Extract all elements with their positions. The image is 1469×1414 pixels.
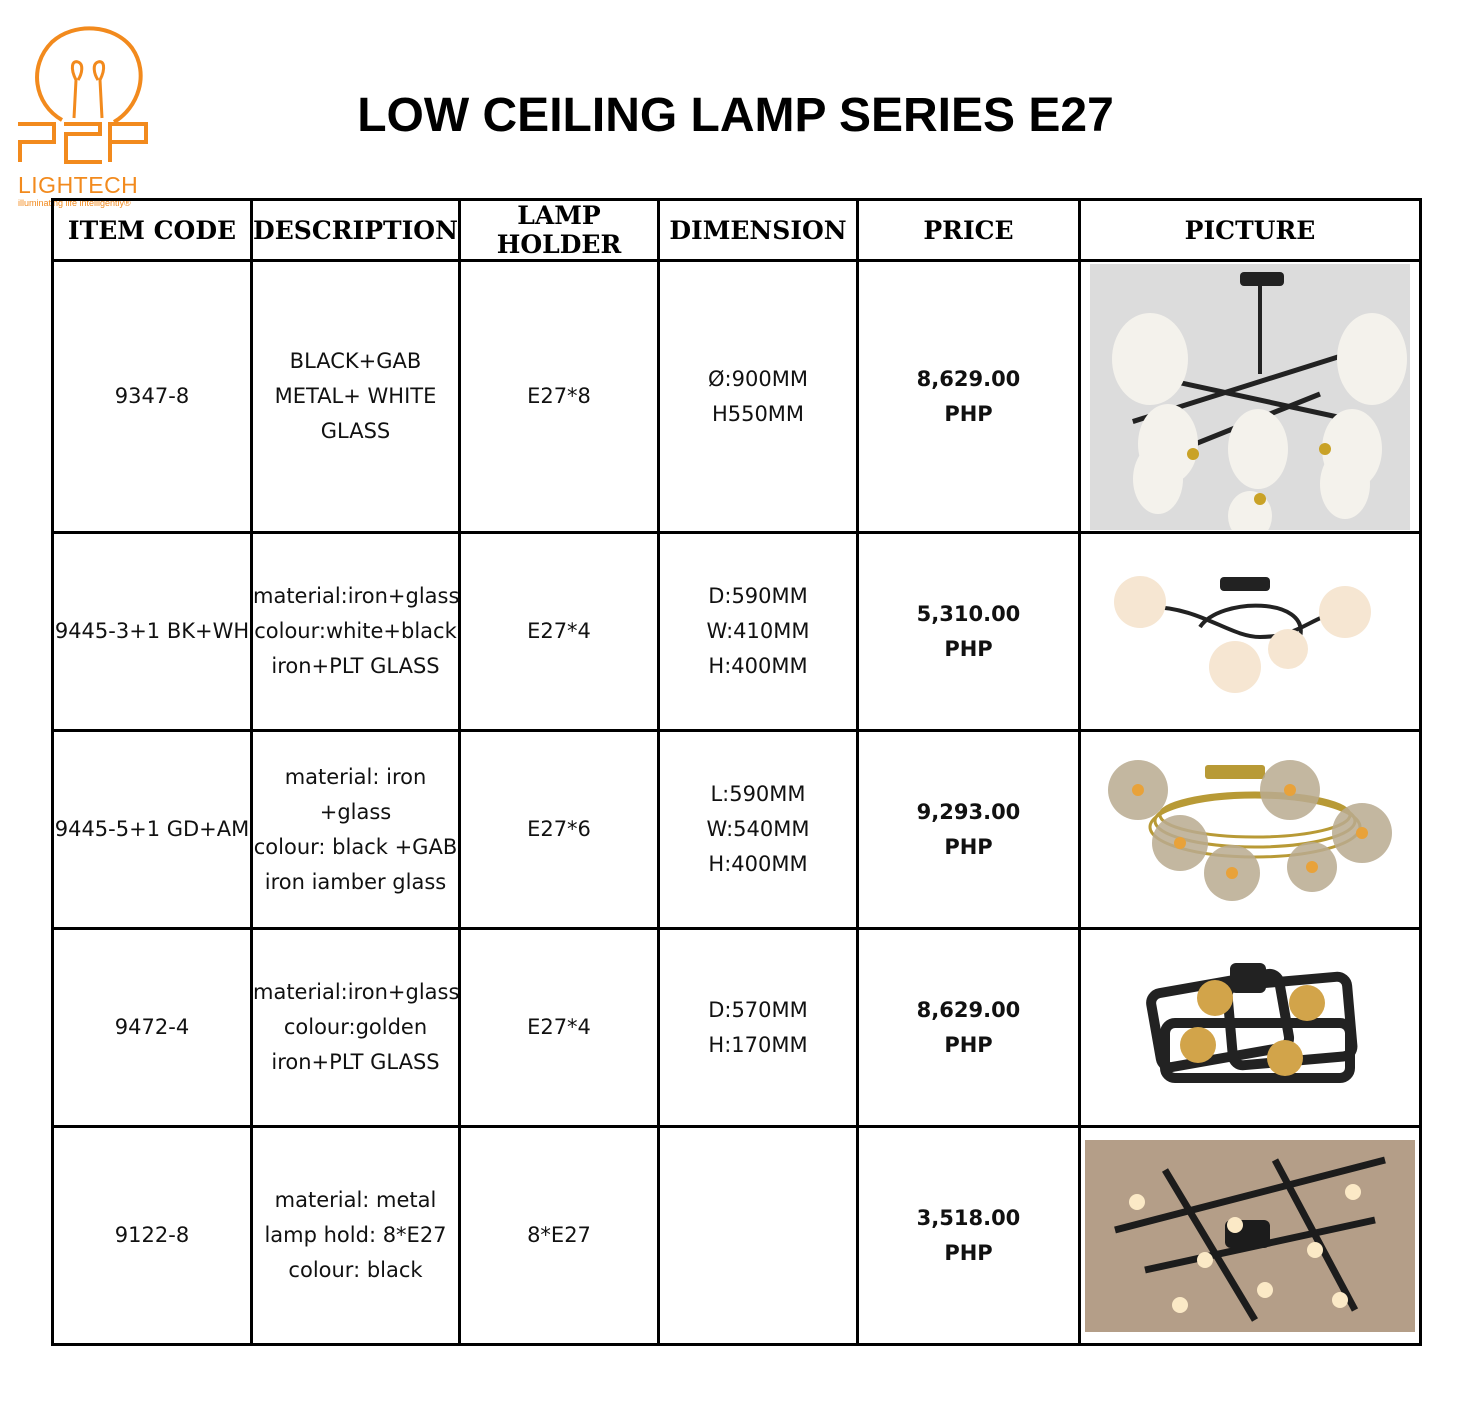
item-code: 9347-8 — [53, 261, 252, 533]
dimension — [659, 1127, 858, 1345]
column-header-lamp-holder: LAMP HOLDER — [460, 200, 659, 261]
lamp-holder: E27*6 — [460, 731, 659, 929]
dimension: D:590MM W:410MM H:400MM — [659, 533, 858, 731]
description: BLACK+GAB METAL+ WHITE GLASS — [252, 261, 460, 533]
description: material: metal lamp hold: 8*E27 colour: black — [252, 1127, 460, 1345]
gold-swirl-amber-globe-lamp-image — [1100, 755, 1400, 905]
table-row — [53, 261, 1421, 533]
product-picture — [1080, 929, 1421, 1127]
brand-tagline: illuminating life intelligently® — [18, 198, 131, 208]
column-header-price: PRICE — [858, 200, 1080, 261]
black-swirl-globe-lamp-image — [1110, 567, 1390, 697]
column-header-dimension: DIMENSION — [659, 200, 858, 261]
lamp-holder: E27*8 — [460, 261, 659, 533]
black-square-frame-lamp-image — [1135, 953, 1365, 1103]
table-row — [53, 929, 1421, 1127]
column-header-picture: PICTURE — [1080, 200, 1421, 261]
product-picture — [1080, 731, 1421, 929]
white-globe-sputnik-lamp-image — [1090, 264, 1410, 530]
product-picture — [1080, 533, 1421, 731]
price: 8,629.00 PHP — [858, 261, 1080, 533]
column-header-item-code: ITEM CODE — [53, 200, 252, 261]
description: material:iron+glass colour:golden iron+PLT GLASS — [252, 929, 460, 1127]
item-code: 9472-4 — [53, 929, 252, 1127]
dimension: L:590MM W:540MM H:400MM — [659, 731, 858, 929]
item-code: 9122-8 — [53, 1127, 252, 1345]
product-picture — [1080, 1127, 1421, 1345]
table-row — [53, 1127, 1421, 1345]
price: 3,518.00 PHP — [858, 1127, 1080, 1345]
page-title: LOW CEILING LAMP SERIES E27 — [357, 89, 1114, 142]
product-table — [51, 198, 1422, 1346]
item-code: 9445-3+1 BK+WH — [53, 533, 252, 731]
lamp-holder: E27*4 — [460, 929, 659, 1127]
product-picture — [1080, 261, 1421, 533]
brand-name: LIGHTECH — [18, 172, 139, 198]
description: material: iron +glass colour: black +GAB iron iamber glass — [252, 731, 460, 929]
table-row — [53, 731, 1421, 929]
item-code: 9445-5+1 GD+AM — [53, 731, 252, 929]
lamp-holder: E27*4 — [460, 533, 659, 731]
black-cross-bar-bulb-lamp-image — [1085, 1140, 1415, 1332]
description: material:iron+glass colour:white+black iron+PLT GLASS — [252, 533, 460, 731]
price: 9,293.00 PHP — [858, 731, 1080, 929]
lamp-holder: 8*E27 — [460, 1127, 659, 1345]
table-row — [53, 533, 1421, 731]
table-header-row — [53, 200, 1421, 261]
price: 5,310.00 PHP — [858, 533, 1080, 731]
dimension: D:570MM H:170MM — [659, 929, 858, 1127]
column-header-description: DESCRIPTION — [252, 200, 460, 261]
price: 8,629.00 PHP — [858, 929, 1080, 1127]
dimension: Ø:900MM H550MM — [659, 261, 858, 533]
